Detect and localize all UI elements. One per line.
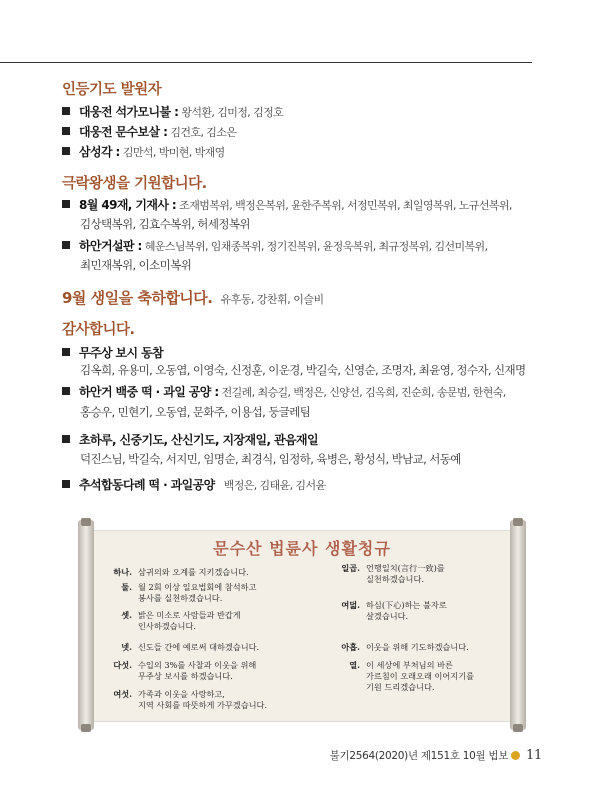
page-number: 11: [526, 748, 542, 763]
list-item-continuation: 최민재복위, 이소미복위: [80, 258, 192, 272]
bullet-square-icon: [62, 348, 70, 356]
rule-item: 여섯. 가족과 이웃을 사랑하고, 지역 사회를 따뜻하게 가꾸겠습니다.: [113, 689, 268, 710]
section-title-lamp-donors: 인등기도 발원자: [62, 82, 162, 98]
rule-item: 다섯. 수입의 3%를 사찰과 이웃을 위해 무주상 보시를 하겠습니다.: [113, 660, 257, 681]
rule-item: 일곱. 언행일치(言行一致)를 실천하겠습니다.: [341, 563, 445, 584]
rule-item: 넷. 신도들 간에 예로써 대하겠습니다.: [121, 642, 260, 652]
list-item: 무주상 보시 동참: [62, 344, 163, 361]
bullet-square-icon: [62, 387, 70, 395]
issue-info: 불기2564(2020)년 제151호 10월 법보: [329, 750, 509, 762]
list-item: 하안거 백중 떡 · 과일 공양 : 전길례, 최승길, 백정은, 신양선, 김옥희, 진순희, 송문범, 한현숙,: [62, 383, 506, 400]
bullet-square-icon: [62, 107, 70, 115]
birthday-section: [62, 287, 324, 308]
top-divider: [0, 62, 532, 63]
scroll-title: 문수산 법륜사 생활청규: [213, 539, 391, 558]
list-item-continuation: 홍승우, 민현기, 오동엽, 문화주, 이용섭, 둥글레팀: [80, 405, 311, 419]
bullet-square-icon: [62, 480, 70, 488]
bullet-square-icon: [62, 200, 70, 208]
list-item: 8월 49재, 기재사 : 조재범복위, 백정은복위, 윤한주복위, 서정민복위, 최일영복위, 노규선복위,: [62, 196, 512, 213]
section-title-rebirth: 극락왕생을 기원합니다.: [62, 176, 207, 192]
list-item-continuation: 덕진스님, 박길숙, 서지민, 임명순, 최경식, 임정하, 육병은, 황성식, 박남교, 서동예: [80, 452, 461, 466]
list-item: 삼성각 : 김만석, 박미현, 박재영: [62, 143, 225, 160]
circle-emblem-icon: [511, 751, 520, 760]
list-item: 대웅전 석가모니불 : 왕석환, 김미정, 김정호: [62, 103, 283, 120]
rule-item: 여덟. 하심(下心)하는 불자로 살겠습니다.: [341, 600, 447, 621]
section-title-birthday: 9월 생일을 축하합니다.: [62, 289, 213, 307]
rule-item: 둘. 월 2회 이상 일요법회에 참석하고 봉사를 실천하겠습니다.: [121, 582, 257, 603]
section-title-thanks: 감사합니다.: [62, 322, 135, 338]
rules-scroll: [78, 520, 526, 730]
list-item: 추석합동다례 떡 · 과일공양 백정은, 김태윤, 김서윤: [62, 476, 326, 493]
list-item: 대웅전 문수보살 : 김건호, 김소은: [62, 123, 236, 140]
birthday-names: 유후동, 강찬휘, 이슬비: [220, 293, 324, 306]
rule-item: 아홉. 이웃을 위해 기도하겠습니다.: [341, 642, 469, 652]
list-item: 하안거설판 : 혜운스님복위, 임채종복위, 정기진복위, 윤정욱복위, 최규정복위, 김선미복위,: [62, 237, 487, 254]
bullet-square-icon: [62, 435, 70, 443]
bullet-square-icon: [62, 147, 70, 155]
rule-item: 하나. 삼귀의와 오계를 지키겠습니다.: [113, 567, 249, 577]
page-footer: [330, 748, 542, 763]
bullet-square-icon: [62, 127, 70, 135]
rule-item: 열. 이 세상에 부처님의 바른 가르침이 오래오래 이어지기를 기원 드리겠습니다.: [349, 660, 475, 692]
list-item: 초하루, 신중기도, 산신기도, 지장재일, 관음재일: [62, 431, 318, 448]
rule-item: 셋. 밝은 미소로 사람들과 반갑게 인사하겠습니다.: [121, 610, 241, 631]
list-item-continuation: 김옥희, 유용미, 오동엽, 이영숙, 신정훈, 이운경, 박길숙, 신영순, 조명자, 최윤영, 정수자, 신재명: [80, 363, 526, 377]
list-item-continuation: 김상택복위, 김효수복위, 허세정복위: [80, 217, 250, 231]
bullet-square-icon: [62, 241, 70, 249]
